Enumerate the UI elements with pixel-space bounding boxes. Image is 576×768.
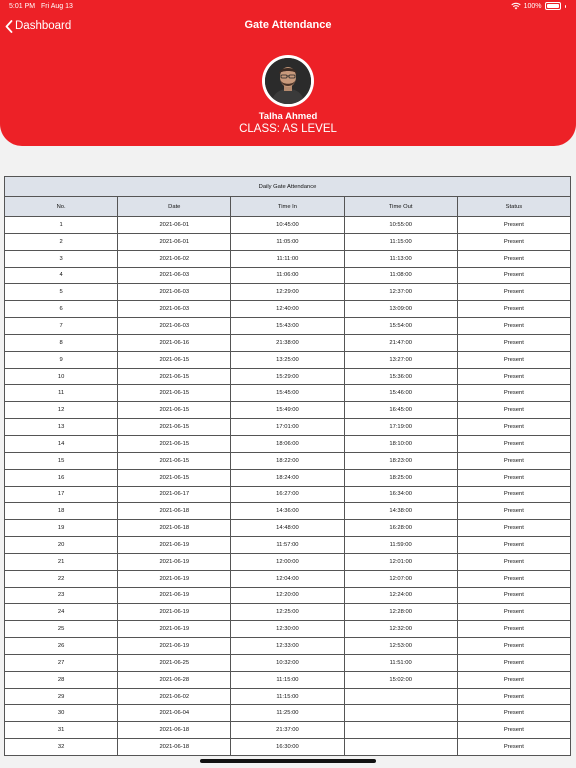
student-name: Talha Ahmed <box>258 111 318 122</box>
table-cell: 11:15:00 <box>231 688 344 705</box>
table-cell: 12:28:00 <box>344 604 457 621</box>
table-cell: 11:15:00 <box>231 671 344 688</box>
table-cell: Present <box>457 604 570 621</box>
table-cell: 12:29:00 <box>231 284 344 301</box>
status-right <box>511 2 566 10</box>
table-row <box>5 520 571 537</box>
table-row <box>5 486 571 503</box>
table-cell: 14:48:00 <box>231 520 344 537</box>
table-cell: 17:19:00 <box>344 419 457 436</box>
status-date: Fri Aug 13 <box>41 3 73 10</box>
table-cell: 2021-06-16 <box>118 334 231 351</box>
table-cell: 10:32:00 <box>231 654 344 671</box>
table-cell: 20 <box>5 537 118 554</box>
table-cell: 2021-06-03 <box>118 284 231 301</box>
table-cell: Present <box>457 570 570 587</box>
table-cell: 30 <box>5 705 118 722</box>
table-cell: Present <box>457 537 570 554</box>
table-cell: 23 <box>5 587 118 604</box>
table-cell: Present <box>457 638 570 655</box>
table-cell: 16 <box>5 469 118 486</box>
table-cell: 19 <box>5 520 118 537</box>
table-row <box>5 301 571 318</box>
table-cell: 12:37:00 <box>344 284 457 301</box>
table-cell: 15:02:00 <box>344 671 457 688</box>
table-cell: Present <box>457 351 570 368</box>
table-cell: 2021-06-15 <box>118 469 231 486</box>
table-cell: 2021-06-01 <box>118 217 231 234</box>
table-cell: 2021-06-18 <box>118 503 231 520</box>
table-cell: Present <box>457 671 570 688</box>
table-cell <box>344 688 457 705</box>
table-cell: 11:11:00 <box>231 250 344 267</box>
page-title: Gate Attendance <box>244 19 332 31</box>
table-cell: Present <box>457 267 570 284</box>
table-cell: Present <box>457 705 570 722</box>
attendance-table-container[interactable] <box>4 176 571 756</box>
table-cell: 28 <box>5 671 118 688</box>
table-row <box>5 638 571 655</box>
person-icon <box>265 58 311 104</box>
table-cell <box>344 722 457 739</box>
table-cell: 2021-06-19 <box>118 604 231 621</box>
table-cell: 2021-06-04 <box>118 705 231 722</box>
table-cell: Present <box>457 722 570 739</box>
table-cell: 12:53:00 <box>344 638 457 655</box>
table-cell: 2021-06-15 <box>118 435 231 452</box>
table-cell: 2021-06-19 <box>118 553 231 570</box>
table-cell: 2021-06-03 <box>118 301 231 318</box>
table-cell: Present <box>457 318 570 335</box>
table-cell: 13:27:00 <box>344 351 457 368</box>
table-header-row <box>5 197 571 217</box>
table-cell: 22 <box>5 570 118 587</box>
table-cell: 2021-06-03 <box>118 318 231 335</box>
table-cell: 11:59:00 <box>344 537 457 554</box>
table-cell: 10:55:00 <box>344 217 457 234</box>
table-cell: 17:01:00 <box>231 419 344 436</box>
table-cell: 14:38:00 <box>344 503 457 520</box>
table-row <box>5 705 571 722</box>
table-cell: 11:51:00 <box>344 654 457 671</box>
status-bar <box>0 0 576 14</box>
table-cell: Present <box>457 739 570 756</box>
table-cell: 31 <box>5 722 118 739</box>
table-row <box>5 621 571 638</box>
table-cell: 21:37:00 <box>231 722 344 739</box>
table-cell: 9 <box>5 351 118 368</box>
table-cell: 17 <box>5 486 118 503</box>
table-row <box>5 688 571 705</box>
table-cell: 2021-06-15 <box>118 385 231 402</box>
table-cell: 18:22:00 <box>231 452 344 469</box>
table-cell: 2021-06-19 <box>118 570 231 587</box>
table-cell: 16:27:00 <box>231 486 344 503</box>
attendance-table <box>4 176 571 756</box>
column-header: No. <box>5 197 118 217</box>
table-cell: Present <box>457 452 570 469</box>
table-cell: 16:45:00 <box>344 402 457 419</box>
table-cell: 12:20:00 <box>231 587 344 604</box>
table-row <box>5 217 571 234</box>
battery-icon <box>545 2 561 10</box>
table-cell: 18 <box>5 503 118 520</box>
table-cell: 7 <box>5 318 118 335</box>
table-cell: 11:15:00 <box>344 233 457 250</box>
table-cell: 16:28:00 <box>344 520 457 537</box>
table-cell: 14:36:00 <box>231 503 344 520</box>
table-body <box>5 217 571 756</box>
table-cell: 12:40:00 <box>231 301 344 318</box>
column-header: Status <box>457 197 570 217</box>
table-cell: 11 <box>5 385 118 402</box>
table-cell: 11:08:00 <box>344 267 457 284</box>
table-row <box>5 267 571 284</box>
table-cell: 2021-06-17 <box>118 486 231 503</box>
table-row <box>5 537 571 554</box>
table-cell: Present <box>457 402 570 419</box>
table-row <box>5 503 571 520</box>
table-cell: Present <box>457 621 570 638</box>
table-row <box>5 250 571 267</box>
table-cell: 13:25:00 <box>231 351 344 368</box>
table-cell: 12:04:00 <box>231 570 344 587</box>
table-cell: 10:45:00 <box>231 217 344 234</box>
table-cell: Present <box>457 587 570 604</box>
table-cell: 2021-06-25 <box>118 654 231 671</box>
table-cell: 13 <box>5 419 118 436</box>
table-cell: Present <box>457 469 570 486</box>
table-cell: Present <box>457 301 570 318</box>
table-cell: 12 <box>5 402 118 419</box>
table-cell: 2021-06-02 <box>118 688 231 705</box>
column-header: Date <box>118 197 231 217</box>
avatar <box>262 55 314 107</box>
table-row <box>5 368 571 385</box>
table-cell: 2021-06-18 <box>118 739 231 756</box>
wifi-icon <box>511 2 521 10</box>
table-cell: 29 <box>5 688 118 705</box>
table-cell: 15:29:00 <box>231 368 344 385</box>
table-cell: 2021-06-15 <box>118 368 231 385</box>
table-row <box>5 722 571 739</box>
table-cell: Present <box>457 688 570 705</box>
table-row <box>5 318 571 335</box>
table-cell: 26 <box>5 638 118 655</box>
table-cell: 12:24:00 <box>344 587 457 604</box>
student-class: CLASS: AS LEVEL <box>239 123 337 135</box>
table-cell: Present <box>457 520 570 537</box>
table-cell: Present <box>457 553 570 570</box>
table-cell: 11:25:00 <box>231 705 344 722</box>
home-indicator[interactable] <box>200 759 376 763</box>
table-cell: Present <box>457 334 570 351</box>
table-cell: 15:54:00 <box>344 318 457 335</box>
table-cell: 11:06:00 <box>231 267 344 284</box>
table-cell: 15:43:00 <box>231 318 344 335</box>
table-cell: 8 <box>5 334 118 351</box>
table-cell: 12:32:00 <box>344 621 457 638</box>
table-cell: 24 <box>5 604 118 621</box>
table-cell: 4 <box>5 267 118 284</box>
table-cell: 18:06:00 <box>231 435 344 452</box>
table-row <box>5 233 571 250</box>
table-cell: 2021-06-15 <box>118 402 231 419</box>
table-row <box>5 604 571 621</box>
table-row <box>5 334 571 351</box>
table-cell: 3 <box>5 250 118 267</box>
table-cell: 32 <box>5 739 118 756</box>
table-row <box>5 419 571 436</box>
table-cell: 2021-06-18 <box>118 722 231 739</box>
back-button-label: Dashboard <box>15 20 72 32</box>
battery-percent: 100% <box>523 2 542 10</box>
table-cell: 2021-06-15 <box>118 351 231 368</box>
table-cell: 15 <box>5 452 118 469</box>
table-cell: Present <box>457 284 570 301</box>
table-row <box>5 654 571 671</box>
table-row <box>5 671 571 688</box>
table-cell: 15:36:00 <box>344 368 457 385</box>
table-cell: 21 <box>5 553 118 570</box>
table-cell: 2021-06-03 <box>118 267 231 284</box>
table-cell: 2021-06-19 <box>118 638 231 655</box>
avatar-photo <box>265 58 311 104</box>
table-caption: Daily Gate Attendance <box>5 177 571 197</box>
table-cell: 2021-06-15 <box>118 452 231 469</box>
table-cell: 5 <box>5 284 118 301</box>
table-cell: 13:09:00 <box>344 301 457 318</box>
table-row <box>5 553 571 570</box>
table-cell: Present <box>457 368 570 385</box>
table-row <box>5 435 571 452</box>
table-cell: 11:13:00 <box>344 250 457 267</box>
table-cell: Present <box>457 503 570 520</box>
table-cell: Present <box>457 233 570 250</box>
table-cell: 2021-06-15 <box>118 419 231 436</box>
column-header: Time In <box>231 197 344 217</box>
table-cell: Present <box>457 217 570 234</box>
table-cell: 16:34:00 <box>344 486 457 503</box>
table-cell: Present <box>457 654 570 671</box>
table-cell <box>344 705 457 722</box>
table-row <box>5 587 571 604</box>
table-caption-row <box>5 177 571 197</box>
table-cell: 2021-06-18 <box>118 520 231 537</box>
table-cell: 15:45:00 <box>231 385 344 402</box>
table-row <box>5 284 571 301</box>
table-cell: 18:24:00 <box>231 469 344 486</box>
table-cell: 2021-06-02 <box>118 250 231 267</box>
table-cell: 16:30:00 <box>231 739 344 756</box>
table-cell: Present <box>457 486 570 503</box>
table-cell: 21:38:00 <box>231 334 344 351</box>
table-cell: Present <box>457 435 570 452</box>
table-row <box>5 452 571 469</box>
table-row <box>5 739 571 756</box>
table-cell: 2021-06-19 <box>118 537 231 554</box>
table-cell: 2021-06-28 <box>118 671 231 688</box>
table-cell: 25 <box>5 621 118 638</box>
table-cell: 12:07:00 <box>344 570 457 587</box>
table-row <box>5 469 571 486</box>
table-cell: 18:25:00 <box>344 469 457 486</box>
table-cell: Present <box>457 385 570 402</box>
battery-cap <box>565 5 567 8</box>
table-cell: 18:23:00 <box>344 452 457 469</box>
table-cell: 21:47:00 <box>344 334 457 351</box>
header <box>0 0 576 146</box>
table-cell: 2021-06-19 <box>118 587 231 604</box>
table-cell: 12:00:00 <box>231 553 344 570</box>
table-cell: 12:25:00 <box>231 604 344 621</box>
table-cell: 6 <box>5 301 118 318</box>
table-cell: 12:30:00 <box>231 621 344 638</box>
table-cell: 11:57:00 <box>231 537 344 554</box>
table-row <box>5 402 571 419</box>
table-cell <box>344 739 457 756</box>
table-cell: 12:33:00 <box>231 638 344 655</box>
status-time: 5:01 PM <box>9 3 36 10</box>
table-cell: Present <box>457 250 570 267</box>
table-row <box>5 351 571 368</box>
column-header: Time Out <box>344 197 457 217</box>
table-cell: 2021-06-01 <box>118 233 231 250</box>
table-cell: 15:46:00 <box>344 385 457 402</box>
table-row <box>5 570 571 587</box>
table-cell: 18:10:00 <box>344 435 457 452</box>
table-cell: 14 <box>5 435 118 452</box>
table-cell: 2021-06-19 <box>118 621 231 638</box>
table-cell: 10 <box>5 368 118 385</box>
battery-fill <box>547 4 559 8</box>
table-cell: Present <box>457 419 570 436</box>
table-cell: 15:49:00 <box>231 402 344 419</box>
table-cell: 11:05:00 <box>231 233 344 250</box>
table-cell: 1 <box>5 217 118 234</box>
table-cell: 2 <box>5 233 118 250</box>
table-cell: 27 <box>5 654 118 671</box>
table-cell: 12:01:00 <box>344 553 457 570</box>
table-row <box>5 385 571 402</box>
